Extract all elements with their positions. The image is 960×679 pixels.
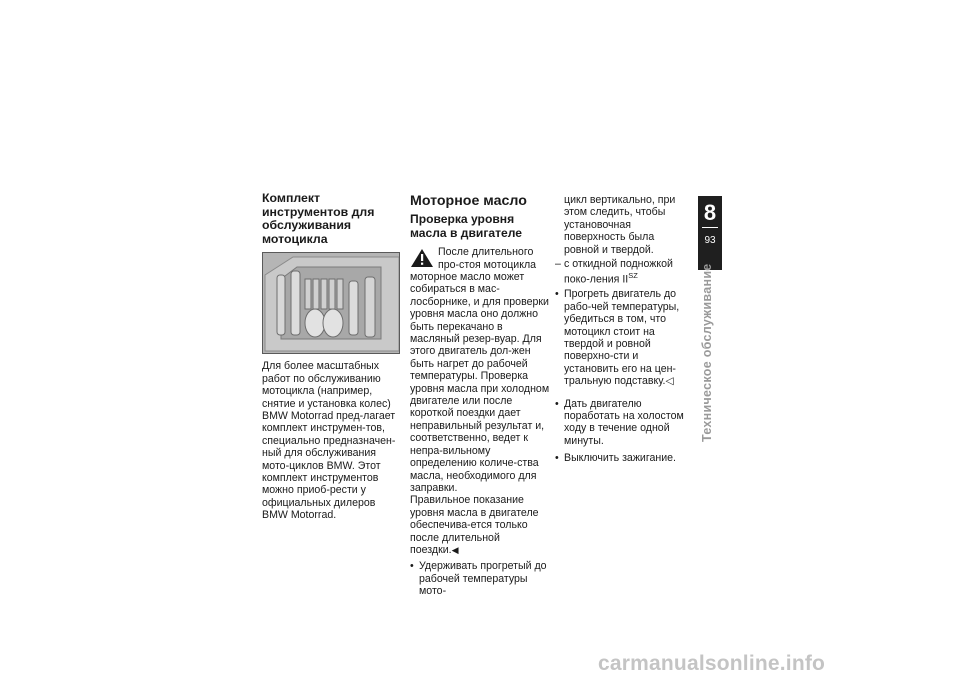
warning-text-2 xyxy=(410,494,550,556)
chapter-side-title: Техническое обслуживание xyxy=(700,263,714,442)
sz-superscript: SZ xyxy=(628,271,638,281)
dash-marker: – xyxy=(555,258,561,271)
page-number: 93 xyxy=(704,235,716,246)
left-column xyxy=(262,192,402,522)
bullet-marker: • xyxy=(555,452,559,465)
dash-item xyxy=(555,258,690,286)
watermark: carmanualsonline.info xyxy=(598,652,826,675)
dash-text: с откидной подножкой поко-ления II xyxy=(564,258,673,286)
list-item xyxy=(555,452,690,464)
chapter-badge xyxy=(698,196,722,270)
bullet-marker: • xyxy=(410,560,414,573)
list-item xyxy=(410,560,550,597)
warning-triangle-icon xyxy=(410,248,434,268)
right-column xyxy=(555,194,690,470)
list-item xyxy=(555,398,690,448)
list-item xyxy=(555,288,690,387)
toolkit-heading: Комплект инструментов для обслуживания мотоцикла xyxy=(262,191,375,246)
toolkit-text: Для более масштабных работ по обслуживанию мотоцикла (например, снятие и установка колес) BMW Motorrad пред-лагает комплект инструмен-тов, специально предназначен-ный для обслуживания мото-циклов BMW. Этот комплект инструментов можно приоб-рести у официальных дилеров BMW Motorrad. xyxy=(262,360,396,522)
bullet-text: Удерживать прогретый до рабочей температуры мото- xyxy=(419,560,547,598)
end-mark-icon: ◁ xyxy=(665,375,674,388)
right-bullet-list xyxy=(555,288,690,464)
end-mark-icon: ◀ xyxy=(451,544,459,555)
warning-text-2-body: Правильное показание уровня масла в двигателе обеспечива-ется только после длительной поездки. xyxy=(410,494,539,556)
chapter-divider xyxy=(702,227,718,228)
toolkit-image xyxy=(263,253,399,353)
bullet-text: Дать двигателю поработать на холостом ходу в течение одной минуты. xyxy=(564,397,684,447)
oil-check-subtitle: Проверка уровня масла в двигателе xyxy=(410,212,523,240)
bullet-text: Выключить зажигание. xyxy=(564,452,676,465)
bullet-text: Прогреть двигатель до рабо-чей температуры, убедиться в том, что мотоцикл стоит на твердой и ровной поверхно-сти и установить его на цен-тральную подставку. xyxy=(564,288,680,388)
bullet-marker: • xyxy=(555,288,559,301)
middle-bullet-list xyxy=(410,560,550,597)
toolkit-photo xyxy=(262,252,400,354)
engine-oil-title: Моторное масло xyxy=(410,193,527,209)
bullet-marker: • xyxy=(555,397,559,410)
warning-text: После длительного про-стоя мотоцикла моторное масло может собираться в мас-лосборнике, и для проверки уровня масла оно должно быть перекачано в масляный резер-вуар. Для этого двигатель дол-жен быть нагрет до рабочей температуры. Проверка уровня масла при холодном двигателе или после короткой поездки дает неправильный результат и, соответственно, ведет к непра-вильному определению количе-ства масла, необходимого для заправки. xyxy=(410,246,550,494)
warning-block xyxy=(410,246,550,556)
middle-column xyxy=(410,192,550,603)
chapter-number: 8 xyxy=(703,200,717,225)
bullet-continuation: цикл вертикально, при этом следить, чтобы установочная поверхность была ровной и твердой. xyxy=(564,194,676,256)
